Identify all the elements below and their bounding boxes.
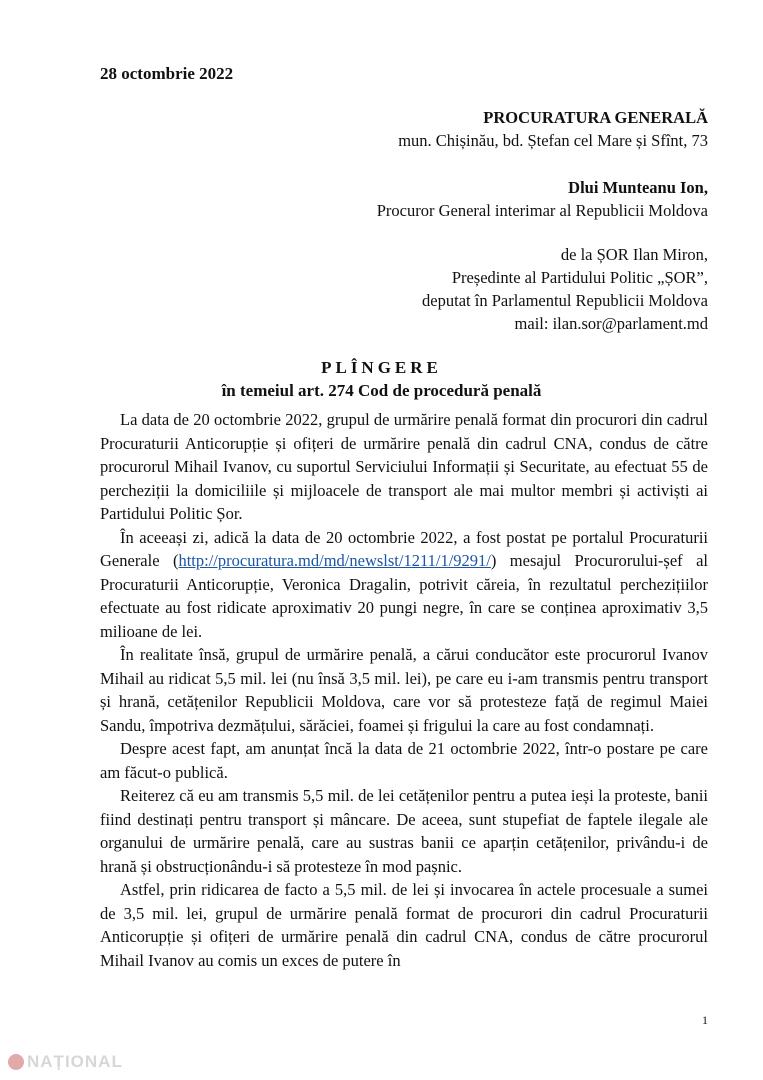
national-logo-icon — [8, 1054, 24, 1070]
sender-position: deputat în Parlamentul Republicii Moldova — [422, 291, 708, 310]
sender-block — [422, 243, 708, 335]
sender-role: Președinte al Partidului Politic „ȘOR”, — [451, 268, 708, 287]
sender-mail: mail: ilan.sor@parlament.md — [514, 314, 708, 333]
procuratura-link[interactable]: http://procuratura.md/md/newslst/1211/1/9291/ — [178, 551, 491, 570]
page-number: 1 — [702, 1013, 708, 1027]
document-title: PLÎNGERE — [321, 358, 442, 377]
paragraph-1: La data de 20 octombrie 2022, grupul de urmărire penală format din procurori din cadrul Procuraturii Anticorupție și ofițeri de urmărire penală din cadrul CNA, condus de către procurorul Mihail Ivanov, cu suportul Serviciului Informații și Securitate, au efectuat 55 de percheziții la domiciliile și mijloacele de transport ale mai multor membri și activiști ai Partidului Politic Șor. — [100, 410, 708, 523]
paragraph-5: Reiterez că eu am transmis 5,5 mil. de lei cetățenilor pentru a putea ieși la proteste, banii fiind destinați pentru transport și mâncare. De aceea, sunt stupefiat de faptele ilegale ale organului de urmărire penală, care au sustras banii ce aparțin cetățenilor, privându-i de hrană și obstrucționându-i să protesteze în mod pașnic. — [100, 786, 708, 876]
paragraph-4: Despre acest fapt, am anunțat încă la data de 21 octombrie 2022, într-o postare pe care am făcut-o publică. — [100, 739, 708, 782]
sender-name: de la ȘOR Ilan Miron, — [560, 245, 708, 264]
watermark-text: NAȚIONAL — [27, 1052, 123, 1071]
national-watermark — [8, 1052, 123, 1072]
recipient-institution: PROCURATURA GENERALĂ — [483, 108, 708, 127]
recipient-block — [398, 106, 708, 152]
paragraph-6: Astfel, prin ridicarea de facto a 5,5 mil. de lei și invocarea în actele procesuale a sumei de 3,5 mil. lei, grupul de urmărire penală format de procurori din cadrul Procuraturii Anticorupție și ofițeri de urmărire penală din cadrul CNA, condus de către procurorul Mihail Ivanov au comis un exces de putere în — [100, 880, 708, 970]
paragraph-3: În realitate însă, grupul de urmărire penală, a cărui conducător este procurorul Ivanov Mihail au ridicat 5,5 mil. lei (nu însă 3,5 mil. lei), pe care eu i-am transmis pentru transport și hrană, cetățenilor Republicii Moldova, care vor să protesteze față de regimul Maiei Sandu, împotriva dezmățului, sărăciei, foamei și frigului la care au fost condamnați. — [100, 645, 708, 735]
addressee-role: Procuror General interimar al Republicii Moldova — [376, 201, 708, 220]
document-date: 28 octombrie 2022 — [100, 64, 234, 83]
paragraph-2: În aceeași zi, adică la data de 20 octombrie 2022, a fost postat pe portalul Procuraturii Generale (http://procuratura.md/md/newslst/1211/1/9291/) mesajul Procurorului-șef al Procuraturii Anticorupție, Veronica Dragalin, potrivit căreia, în rezultatul perchezițiilor efectuate au fost ridicate aproximativ 20 pungi negre, în care se conținea aproximativ 3,5 milioane de lei. — [100, 527, 708, 641]
document-subtitle: în temeiul art. 274 Cod de procedură penală — [221, 381, 542, 400]
addressee-block — [377, 176, 708, 222]
addressee-name: Dlui Munteanu Ion, — [568, 178, 708, 197]
complaint-body — [100, 408, 708, 972]
recipient-address: mun. Chișinău, bd. Ștefan cel Mare și Sfînt, 73 — [398, 131, 708, 150]
